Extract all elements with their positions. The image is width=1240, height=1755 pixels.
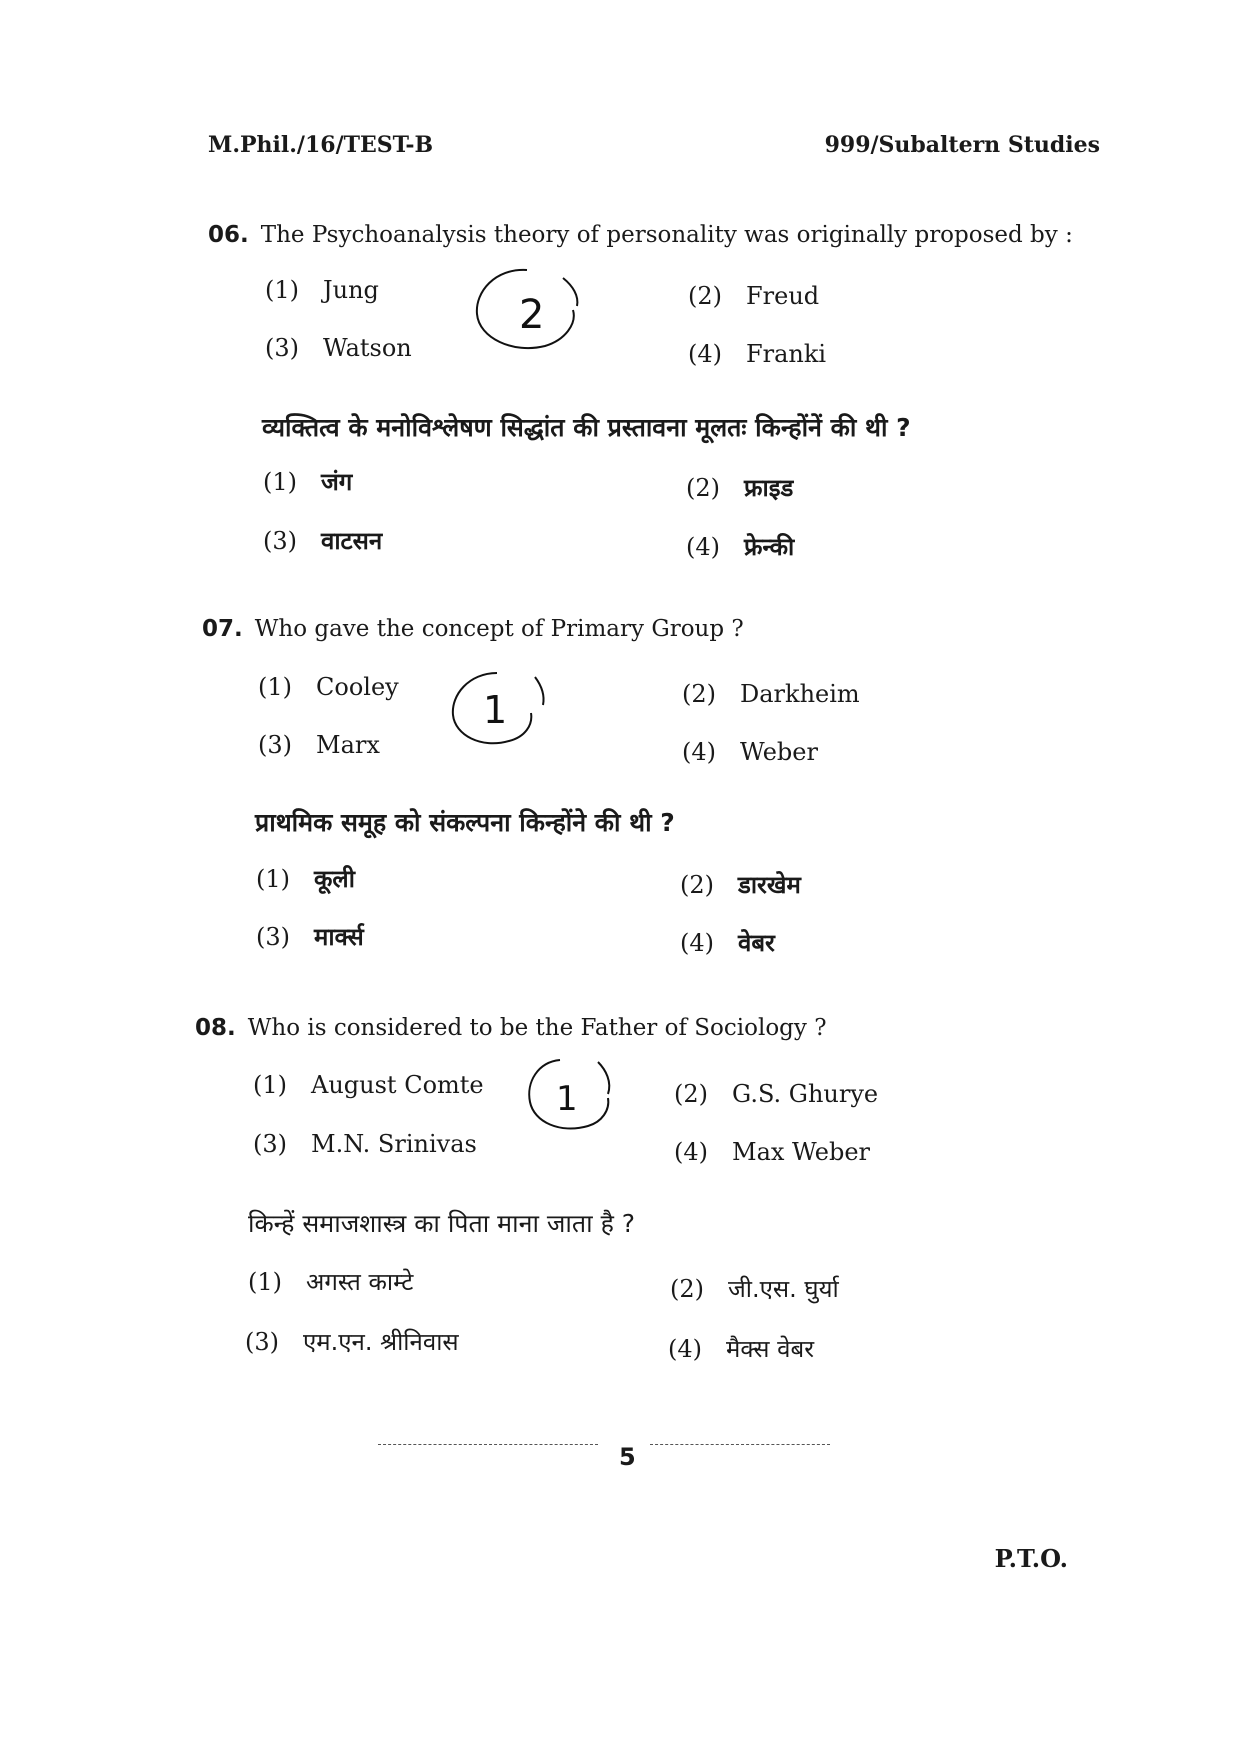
option-hi-3: (3) वाटसन — [263, 527, 383, 555]
option-hi-2: (2) फ्राइड — [686, 474, 794, 502]
handwritten-answer-mark — [445, 665, 560, 755]
subject-title: 999/Subaltern Studies — [824, 132, 1100, 158]
question-stem-en — [208, 222, 1073, 248]
option-en-4: (4) Max Weber — [674, 1138, 870, 1166]
question-text: Who gave the concept of Primary Group ? — [254, 616, 744, 642]
footer-rule-left — [378, 1444, 598, 1445]
option-hi-4: (4) वेबर — [680, 929, 775, 957]
option-en-1: (1) Cooley — [258, 673, 399, 701]
svg-text:1: 1 — [483, 688, 508, 732]
handwritten-answer-mark — [465, 262, 595, 362]
question-stem-hi: व्यक्तित्व के मनोविश्लेषण सिद्धांत की प्रस्तावना मूलतः किन्होंनें की थी ? — [262, 413, 911, 442]
question-text: Who is considered to be the Father of Sociology ? — [247, 1015, 827, 1041]
option-hi-4: (4) फ्रेन्की — [686, 533, 795, 561]
option-en-3: (3) Watson — [265, 334, 412, 362]
footer-rule-right — [650, 1444, 830, 1445]
svg-text:1: 1 — [556, 1079, 578, 1119]
handwritten-answer-mark — [520, 1052, 620, 1142]
option-hi-1: (1) जंग — [263, 468, 353, 496]
option-en-2: (2) Freud — [688, 282, 820, 310]
question-number: 07. — [202, 616, 243, 642]
please-turn-over: P.T.O. — [994, 1544, 1068, 1573]
question-stem-hi: प्राथमिक समूह को संकल्पना किन्होंने की थी ? — [255, 808, 675, 837]
question-stem-hi: किन्हें समाजशास्त्र का पिता माना जाता है ? — [248, 1209, 636, 1238]
option-hi-3: (3) एम.एन. श्रीनिवास — [245, 1328, 459, 1356]
option-en-2: (2) Darkheim — [682, 680, 860, 708]
question-number: 08. — [195, 1015, 236, 1041]
option-en-4: (4) Weber — [682, 738, 818, 766]
option-en-1: (1) Jung — [265, 276, 379, 304]
option-hi-3: (3) मार्क्स — [256, 923, 364, 951]
option-hi-2: (2) जी.एस. घुर्या — [670, 1275, 839, 1303]
option-hi-1: (1) अगस्त काम्टे — [248, 1268, 414, 1296]
page-number: 5 — [619, 1443, 636, 1471]
option-en-2: (2) G.S. Ghurye — [674, 1080, 879, 1108]
option-en-3: (3) M.N. Srinivas — [253, 1130, 477, 1158]
svg-text:2: 2 — [519, 292, 545, 338]
option-en-1: (1) August Comte — [253, 1071, 484, 1099]
question-stem-en — [195, 1015, 827, 1041]
paper-code: M.Phil./16/TEST-B — [208, 132, 434, 158]
option-en-4: (4) Franki — [688, 340, 827, 368]
option-en-3: (3) Marx — [258, 731, 380, 759]
question-number: 06. — [208, 222, 249, 248]
option-hi-4: (4) मैक्स वेबर — [668, 1335, 815, 1363]
option-hi-2: (2) डारखेम — [680, 871, 801, 899]
question-text: The Psychoanalysis theory of personality was originally proposed by : — [260, 222, 1073, 248]
question-stem-en — [202, 616, 744, 642]
option-hi-1: (1) कूली — [256, 865, 355, 893]
